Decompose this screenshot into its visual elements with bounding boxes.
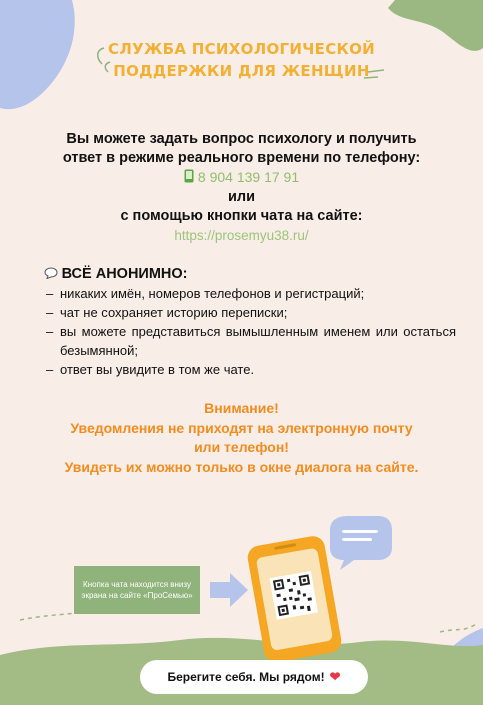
warning-line-4: Увидеть их можно только в окне диалога на сайте. xyxy=(64,458,419,475)
list-item: – вы можете представиться вымышленным именем или остаться безымянной; xyxy=(46,322,456,360)
page-title xyxy=(0,38,483,82)
intro-line-1: Вы можете задать вопрос психологу и получить xyxy=(66,131,417,147)
anonymous-heading-row xyxy=(44,264,456,284)
title-line-2: ПОДДЕРЖКИ ДЛЯ ЖЕНЩИН xyxy=(113,62,370,80)
warning-line-2: Уведомления не приходят на электронную почту xyxy=(70,419,413,436)
anonymous-section xyxy=(46,264,456,379)
chat-button-caption: Кнопка чата находится внизу экрана на сайте «ПроСемью» xyxy=(74,566,200,614)
chat-bubble-icon xyxy=(44,266,62,281)
intro-line-2: ответ в режиме реального времени по телефону: xyxy=(62,150,421,166)
chat-bubble-icon xyxy=(330,516,392,570)
warning-line-1: Внимание! xyxy=(204,400,279,416)
intro-line-3: с помощью кнопки чата на сайте: xyxy=(120,208,363,224)
footer-text: Берегите себя. Мы рядом! xyxy=(167,670,325,684)
heart-icon: ❤ xyxy=(329,669,341,684)
list-item: – никаких имён, номеров телефонов и регистраций; xyxy=(46,284,456,303)
phone-illustration xyxy=(244,512,394,662)
anonymous-list xyxy=(46,284,456,379)
intro-block xyxy=(20,130,463,245)
qr-code-icon xyxy=(269,571,318,620)
site-link[interactable]: https://prosemyu38.ru/ xyxy=(174,228,309,243)
anonymous-heading: ВСЁ АНОНИМНО: xyxy=(61,266,188,282)
phone-icon xyxy=(184,170,198,186)
title-line-1: СЛУЖБА ПСИХОЛОГИЧЕСКОЙ xyxy=(108,40,375,58)
warning-line-3: или телефон! xyxy=(194,439,289,455)
footer-badge xyxy=(140,660,368,694)
phone-row xyxy=(20,168,463,188)
list-item: – ответ вы увидите в том же чате. xyxy=(46,360,456,379)
warning-block xyxy=(20,399,463,477)
phone-number[interactable]: 8 904 139 17 91 xyxy=(197,169,300,185)
list-item: – чат не сохраняет историю переписки; xyxy=(46,303,456,322)
or-text: или xyxy=(227,189,256,205)
